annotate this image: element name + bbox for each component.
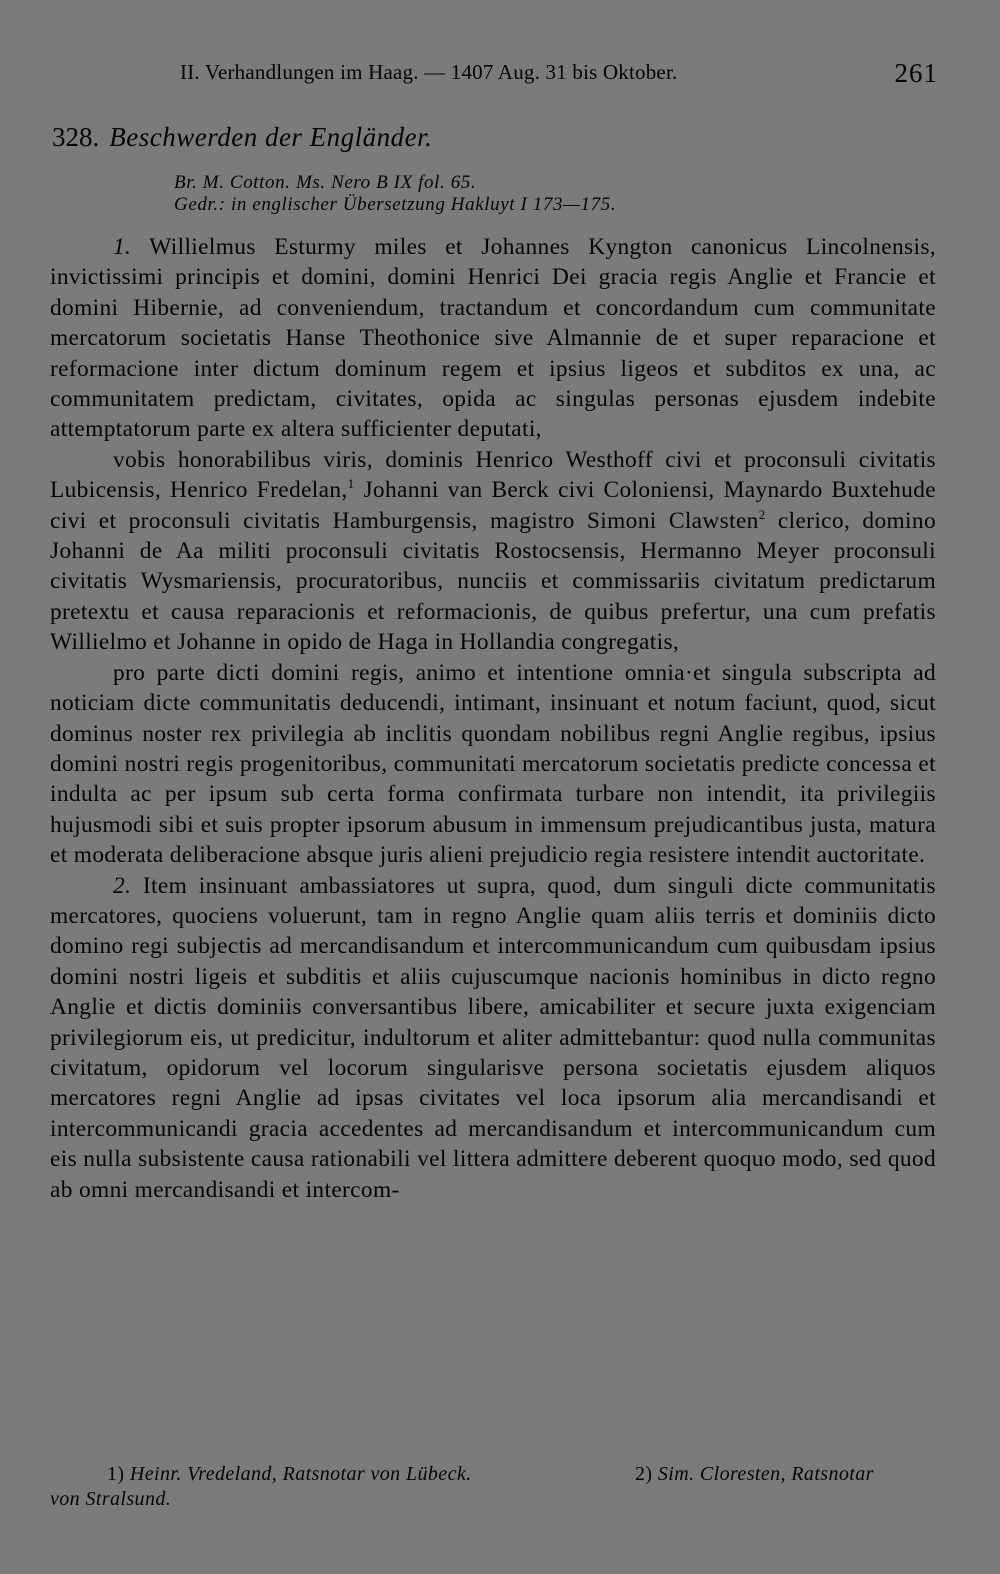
- footnote-1: [107, 1462, 609, 1487]
- paragraph-number: 1.: [113, 234, 132, 260]
- paragraph-4: [50, 871, 936, 1205]
- footnote-marker: 2): [635, 1463, 653, 1485]
- footnote-ref: 2: [758, 506, 766, 522]
- running-title: II. Verhandlungen im Haag. — 1407 Aug. 31 bis Oktober.: [180, 60, 678, 84]
- document-heading: [52, 122, 432, 153]
- footnote-line-1: [50, 1462, 936, 1487]
- paragraph-text: Item insinuant ambassiatores ut supra, quod, dum singuli dicte communitatis mercatores, quociens voluerunt, tam in regno Anglie quam aliis terris et dominiis dicto domino regi subjectis ad mercandisandum et intercommunicandum cum quibusdam ipsius domini nostri ligeis et subditis et aliis cujuscumque nacionis hominibus in dicto regno Anglie et dictis dominiis conversantibus libere, amicabiliter et secure juxta exigenciam privilegiorum eis, ut predicitur, indultorum et aliter admittebantur: quod nulla communitas civitatum, opidorum vel locorum singularisve persona societatis ejusdem aliquos mercatores regni Anglie ad ipsas civitates vel loca ipsorum alia mercandisandi et intercommunicandi gracia accedentes ad mercandisandum et intercommunicandum cum eis nulla subsistente causa rationabili vel littera admittere deberent quoquo modo, sed quod ab omni mercandisandi et intercom-: [50, 872, 936, 1203]
- paragraph-text: clerico, domino Johanni de Aa militi proconsuli civitatis Rostocsensis, Hermanno Meyer proconsuli civitatis Wysmariensis, procuratoribus, nunciis et commissariis civitatum predictarum pretextu et causa reparacionis et reformacionis, de quibus prefertur, una cum prefatis Willielmo et Johanne in opido de Haga in Hollandia congregatis,: [50, 507, 936, 656]
- footnote-text-continued: von Stralsund.: [50, 1488, 172, 1510]
- document-title: Beschwerden der Engländer.: [109, 122, 433, 152]
- paragraph-text: Willielmus Esturmy miles et Johannes Kyngton canonicus Lincolnensis, invictissimi principis et domini, domini Henrici Dei gracia regis Anglie et Francie et domini Hibernie, ad conveniendum, tractandum et concordandum cum communitate mercatorum societatis Hanse Theothonice sive Almannie de et super reparacione et reformacione inter dictum dominum regem et ipsius ligeos et subditos ex una, ac communitatem predictam, civitates, opida ac singulas personas ejusdem indebite attemptatorum parte ex altera sufficienter deputati,: [50, 234, 936, 443]
- paragraph-text: vobis honorabilibus viris, dominis Henrico Westhoff civi et proconsuli civitatis Lubicensis, Henrico Fredelan,: [50, 446, 936, 504]
- paragraph-1: [50, 232, 936, 445]
- page-number: 261: [894, 58, 938, 88]
- footnote-ref: 1: [347, 476, 355, 492]
- paragraph-3: [50, 658, 936, 871]
- footnote-text: Heinr. Vredeland, Ratsnotar von Lübeck.: [129, 1463, 472, 1485]
- footnote-marker: 1): [107, 1463, 125, 1485]
- footnotes: [50, 1462, 936, 1512]
- footnote-text: Sim. Cloresten, Ratsnotar: [657, 1463, 874, 1485]
- document-number: 328.: [52, 122, 100, 152]
- paragraph-text: Johanni van Berck civi Coloniensi, Maynardo Buxtehude civi et proconsuli civitatis Hamburgensis, magistro Simoni Clawsten: [50, 477, 936, 534]
- footnote-2: [635, 1462, 874, 1487]
- footnote-line-2: [50, 1487, 936, 1512]
- paragraph-number: 2.: [113, 872, 132, 899]
- source-manuscript: Br. M. Cotton. Ms. Nero B IX fol. 65.: [174, 172, 477, 193]
- paragraph-text: pro parte dicti domini regis, animo et intentione omnia·et singula subscripta ad noticiam dicte communitatis deducendi, intimant, insinuant et notum faciunt, quod, sicut dominus noster rex privilegia ab inclitis quondam nobilibus regni Anglie regibus, ipsius domini nostri regis progenitoribus, communitati mercatorum societatis predicte concessa et indulta ac per ipsum sub certa forma confirmata turbare non intendit, ita privilegiis hujusmodi sibi et suis propter ipsorum abusum in immensum prejudicantibus justa, matura et moderata deliberacione absque juris alieni prejudicio regia resistere intendit auctoritate.: [50, 659, 936, 869]
- body-text: [50, 232, 936, 1205]
- paragraph-2: [50, 445, 936, 658]
- running-head: [50, 58, 938, 92]
- source-printed: Gedr.: in englischer Übersetzung Hakluyt I 173—175.: [174, 194, 617, 215]
